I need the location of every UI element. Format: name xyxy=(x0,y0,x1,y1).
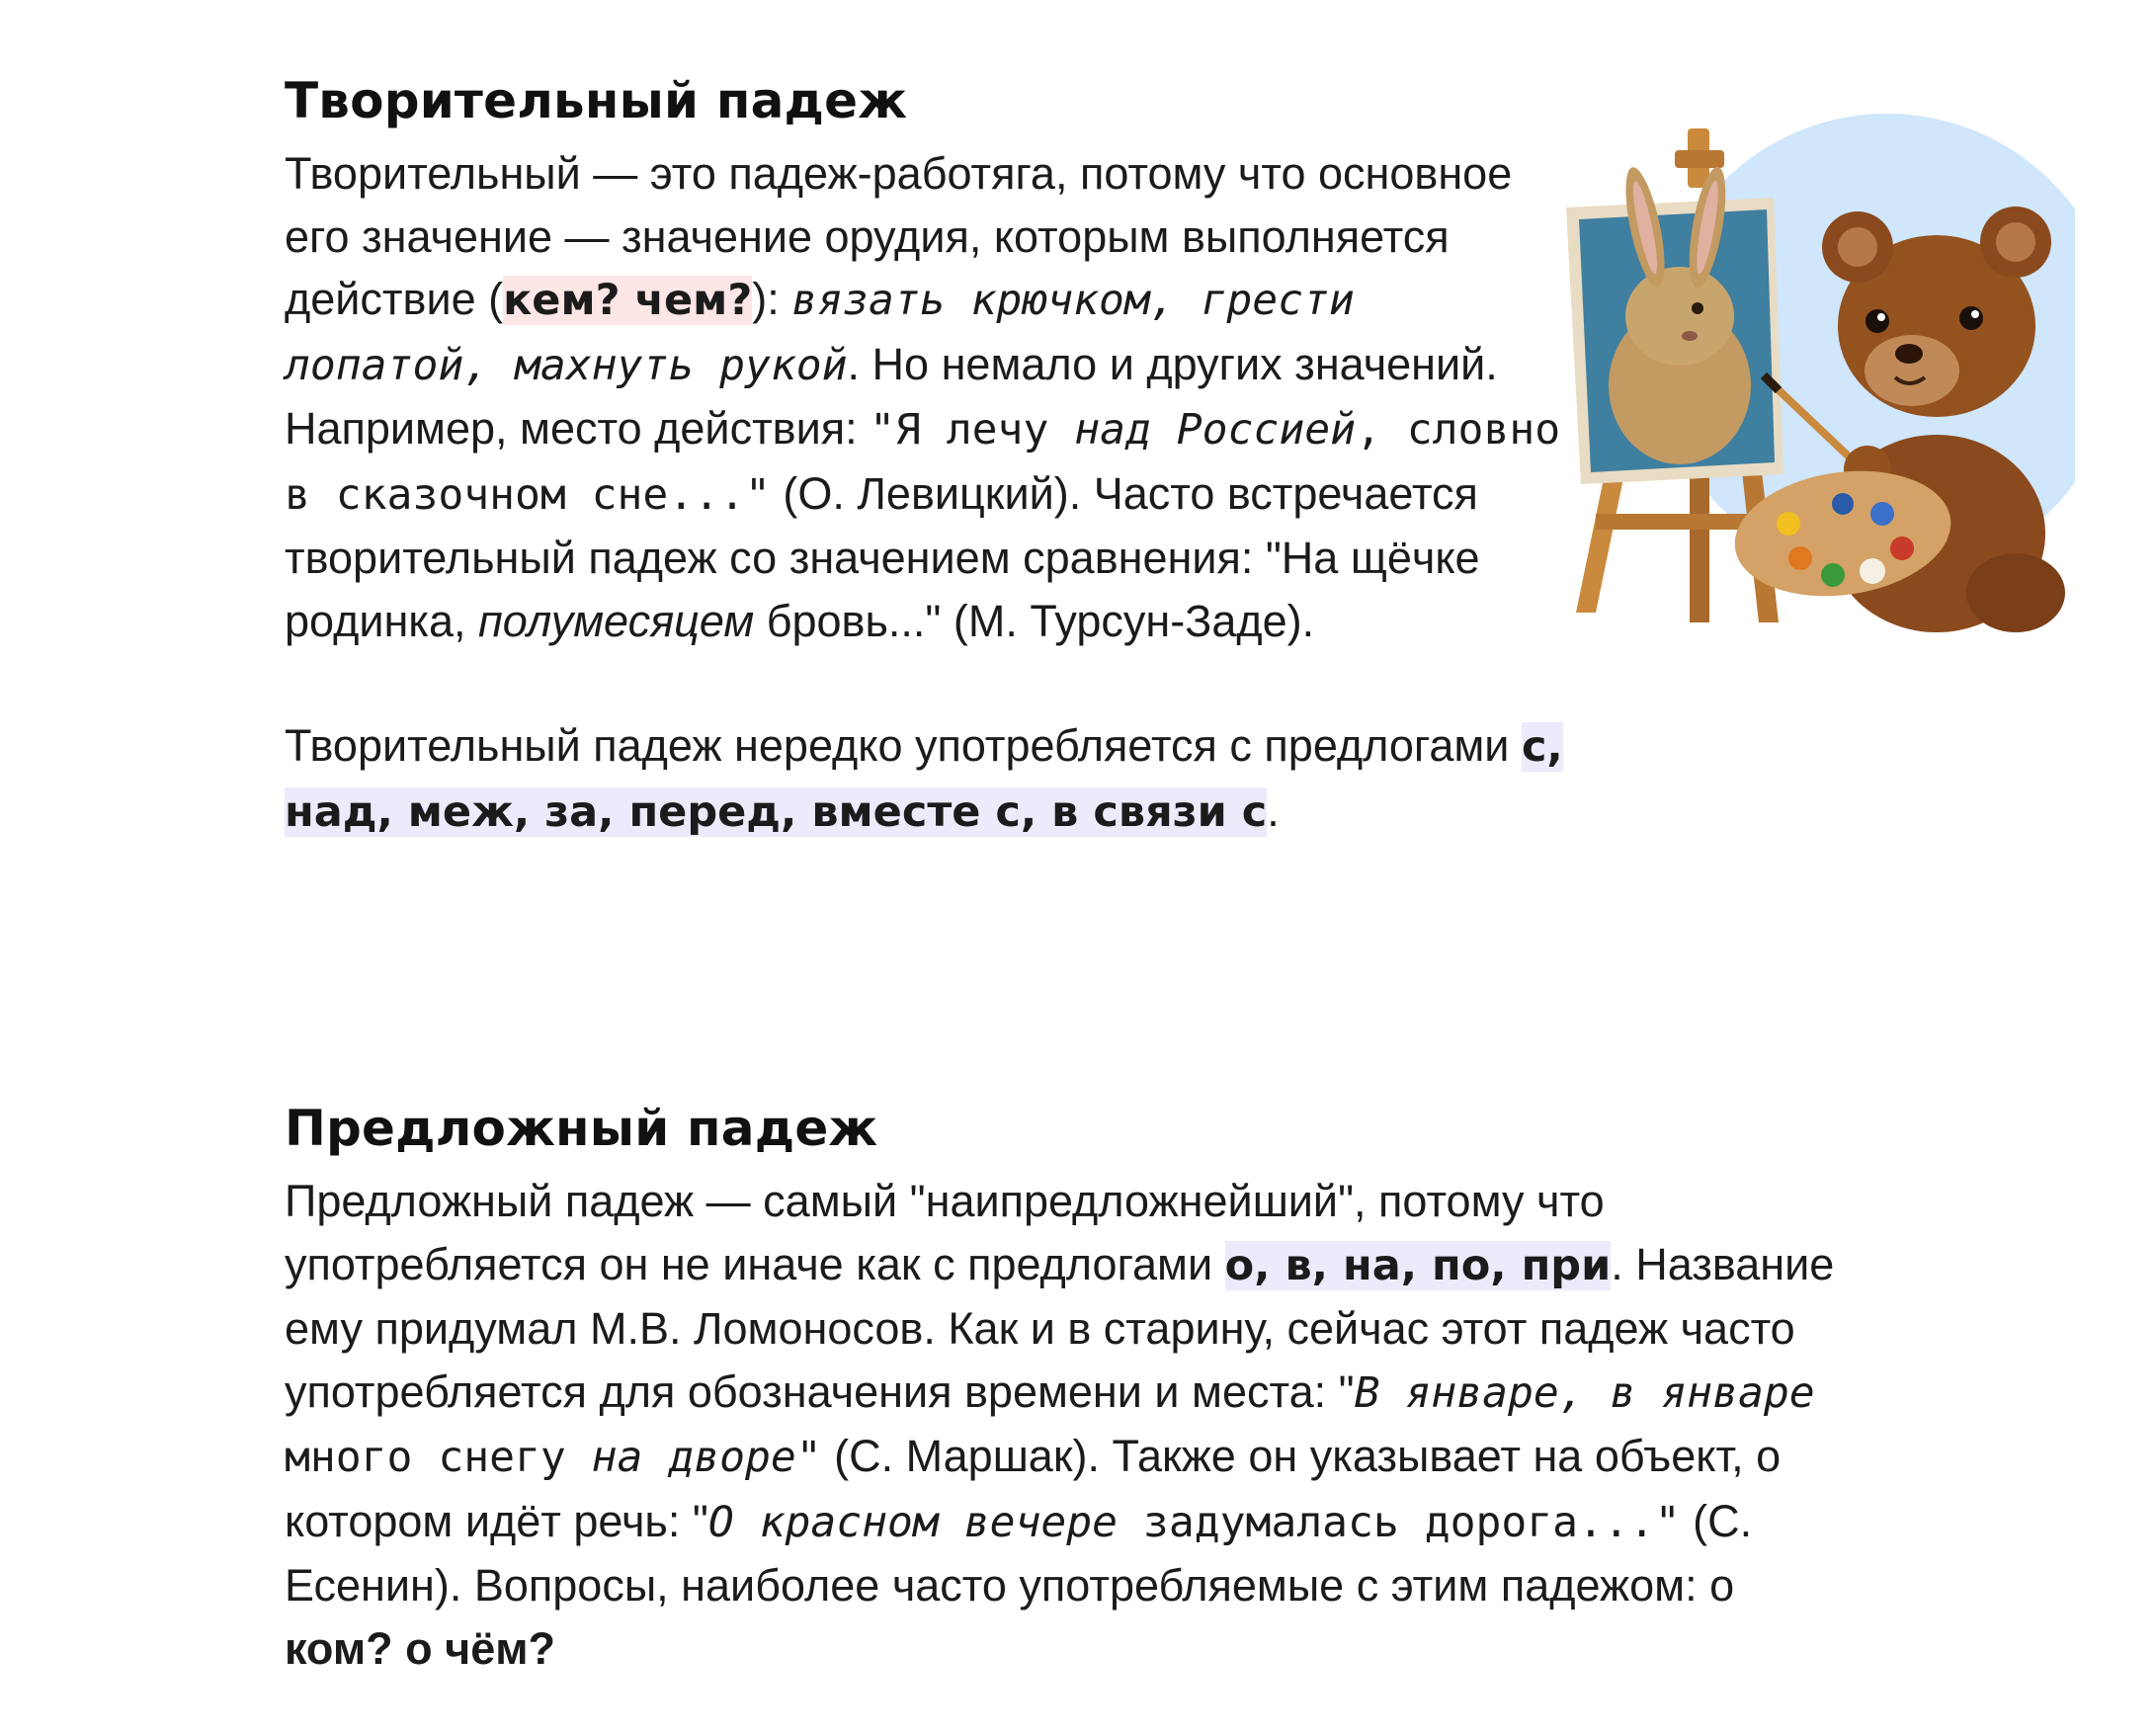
prepositional-section xyxy=(285,1089,1846,1680)
quote-esenin: О красном вечере задумалась дорога..." xyxy=(707,1497,1681,1547)
instrumental-title: Творительный падеж xyxy=(285,72,908,129)
prepositions-highlight: с, над, меж, за, перед, вместе с, в связи с xyxy=(285,722,1563,837)
prepositional-title: Предложный падеж xyxy=(285,1100,878,1157)
instrumental-prepositions-paragraph: Творительный падеж нередко употребляется с предлогами с, над, меж, за, перед, вместе с, в связи с. xyxy=(285,720,1563,837)
prepositions-highlight: о, в, на, по, при xyxy=(1224,1240,1612,1290)
instrumental-section xyxy=(285,61,1569,844)
question-highlight: кем? чем? xyxy=(503,276,753,325)
question-bold: ком? о чём? xyxy=(285,1622,556,1674)
example-phrases: вязать крючком, грести лопатой, махнуть рукой xyxy=(285,276,1355,390)
bear-painting-hare-icon xyxy=(1541,89,2075,642)
prepositional-paragraph: Предложный падеж — самый "наипредложнейший", потому что употребляется он не иначе как с предлогами о, в, на, по, при. Название ему придумал М.В. Ломоносов. Как и в старину, сейчас этот падеж часто употребляется для обозначения времени и места: "В январе, в январе много снегу на дворе" (С. Маршак). Также он указывает на объект, о котором идёт речь: "О красном вечере задумалась дорога..." (С. Есенин). Вопросы, наиболее часто употребляемые с этим падежом: о ком? о чём? xyxy=(285,1176,1835,1674)
quote-marshak: В январе, в январе много снегу на дворе" xyxy=(285,1367,1815,1482)
quote-levitsky: "Я лечу над Россией, словно в сказочном сне..." xyxy=(285,405,1561,520)
instrumental-paragraph: Творительный — это падеж-работяга, потому что основное его значение — значение орудия, которым выполняется действие (кем? чем?): вязать крючком, грести лопатой, махнуть рукой. Но немало и других значений. Например, место действия: "Я лечу над Россией, словно в сказочном сне..." (О. Левицкий). Часто встречается творительный падеж со значением сравнения: "На щёчке родинка, полумесяцем бровь..." (М. Турсун-Заде). xyxy=(285,148,1561,646)
